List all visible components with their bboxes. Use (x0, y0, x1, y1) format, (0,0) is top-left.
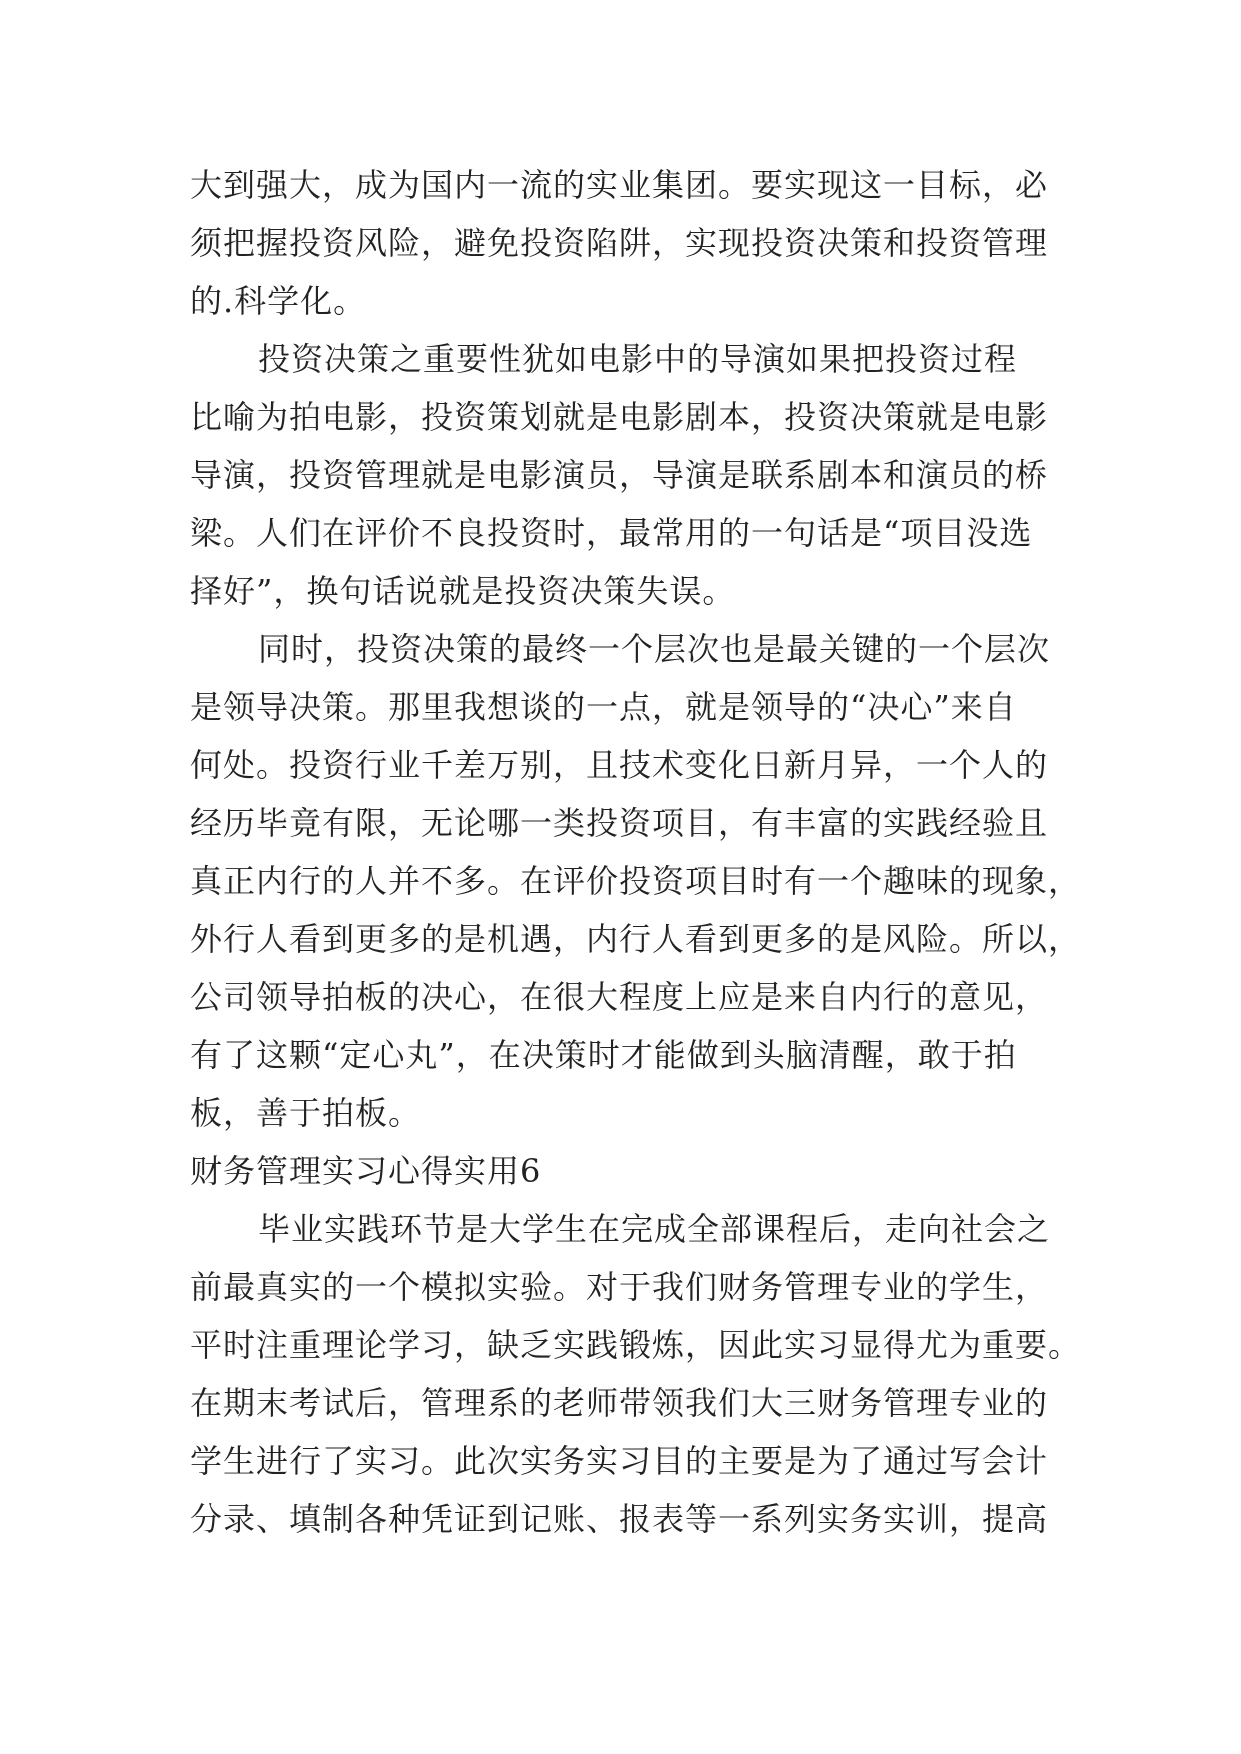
text-line: 大到强大，成为国内一流的实业集团。要实现这一目标，必 (190, 166, 1049, 204)
paragraph-2 (190, 330, 1054, 620)
text-line: 的.科学化。 (190, 282, 367, 320)
text-line: 平时注重理论学习，缺乏实践锻炼，因此实习显得尤为重要。 (190, 1326, 1082, 1364)
text-line: 导演，投资管理就是电影演员，导演是联系剧本和演员的桥 (190, 456, 1049, 494)
text-line: 有了这颗“定心丸”，在决策时才能做到头脑清醒，敢于拍 (190, 1036, 1017, 1074)
document-body (190, 156, 1082, 1548)
text-line: 择好”，换句话说就是投资决策失误。 (190, 572, 736, 610)
text-line: 前最真实的一个模拟实验。对于我们财务管理专业的学生， (190, 1268, 1049, 1306)
text-line: 真正内行的人并不多。在评价投资项目时有一个趣味的现象， (190, 862, 1082, 900)
paragraph-1 (190, 156, 1054, 330)
text-line: 经历毕竟有限，无论哪一类投资项目，有丰富的实践经验且 (190, 804, 1049, 842)
paragraph-3 (190, 620, 1082, 1142)
text-line: 是领导决策。那里我想谈的一点，就是领导的“决心”来自 (190, 688, 1017, 726)
text-line: 投资决策之重要性犹如电影中的导演如果把投资过程 (258, 340, 1018, 378)
text-line: 须把握投资风险，避免投资陷阱，实现投资决策和投资管理 (190, 224, 1049, 262)
text-line: 毕业实践环节是大学生在完成全部课程后，走向社会之 (258, 1210, 1051, 1248)
text-line: 分录、填制各种凭证到记账、报表等一系列实务实训，提高 (190, 1500, 1049, 1538)
section-heading: 财务管理实习心得实用6 (190, 1152, 542, 1190)
text-line: 公司领导拍板的决心，在很大程度上应是来自内行的意见， (190, 978, 1049, 1016)
text-line: 何处。投资行业千差万别，且技术变化日新月异，一个人的 (190, 746, 1049, 784)
text-line: 板，善于拍板。 (190, 1094, 422, 1132)
paragraph-4 (190, 1200, 1082, 1548)
text-line: 同时，投资决策的最终一个层次也是最关键的一个层次 (258, 630, 1051, 668)
text-line: 外行人看到更多的是机遇，内行人看到更多的是风险。所以， (190, 920, 1082, 958)
text-line: 梁。人们在评价不良投资时，最常用的一句话是“项目没选 (190, 514, 1033, 552)
text-line: 比喻为拍电影，投资策划就是电影剧本，投资决策就是电影 (190, 398, 1049, 436)
text-line: 学生进行了实习。此次实务实习目的主要是为了通过写会计 (190, 1442, 1049, 1480)
text-line: 在期末考试后，管理系的老师带领我们大三财务管理专业的 (190, 1384, 1049, 1422)
